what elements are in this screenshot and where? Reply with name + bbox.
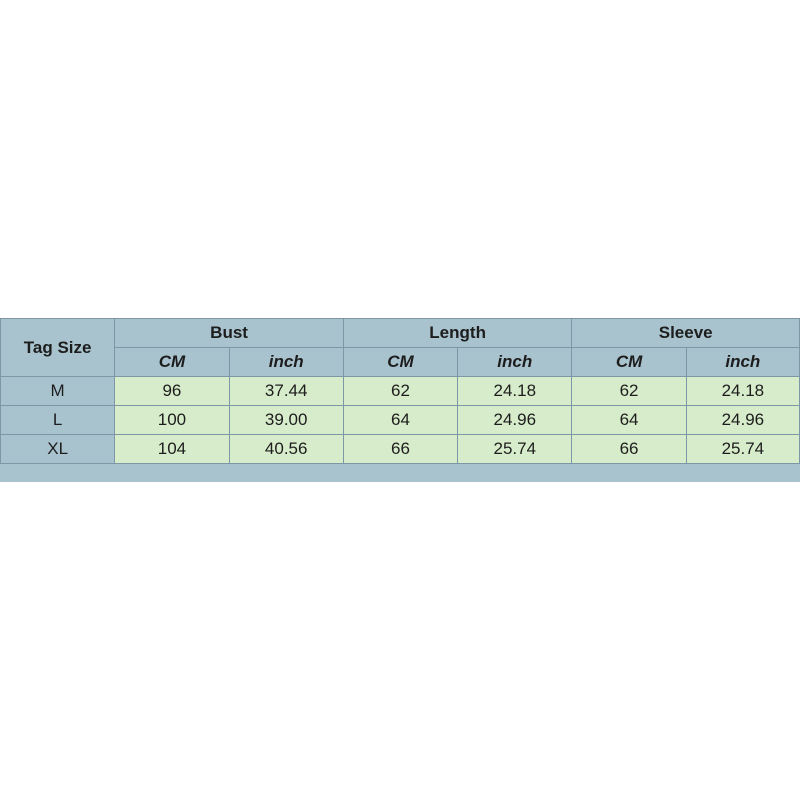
cell-l-length-inch: 24.96: [458, 406, 572, 435]
row-size-m: M: [1, 377, 115, 406]
header-unit-sleeve-cm: CM: [572, 348, 686, 377]
row-size-xl: XL: [1, 435, 115, 464]
header-unit-length-inch: inch: [458, 348, 572, 377]
table-row: [1, 406, 800, 435]
table-row: [1, 435, 800, 464]
header-unit-sleeve-inch: inch: [686, 348, 799, 377]
header-unit-length-cm: CM: [343, 348, 457, 377]
cell-l-length-cm: 64: [343, 406, 457, 435]
size-chart-table-wrapper: [0, 318, 800, 464]
cell-xl-bust-cm: 104: [115, 435, 229, 464]
header-group-length: Length: [343, 319, 572, 348]
cell-m-bust-inch: 37.44: [229, 377, 343, 406]
table-header-units: [1, 348, 800, 377]
cell-m-sleeve-inch: 24.18: [686, 377, 799, 406]
header-group-bust: Bust: [115, 319, 344, 348]
cell-xl-bust-inch: 40.56: [229, 435, 343, 464]
cell-xl-length-cm: 66: [343, 435, 457, 464]
cell-l-bust-inch: 39.00: [229, 406, 343, 435]
cell-l-sleeve-inch: 24.96: [686, 406, 799, 435]
header-unit-bust-inch: inch: [229, 348, 343, 377]
header-tag-size: Tag Size: [1, 319, 115, 377]
header-group-sleeve: Sleeve: [572, 319, 800, 348]
cell-m-sleeve-cm: 62: [572, 377, 686, 406]
header-unit-bust-cm: CM: [115, 348, 229, 377]
cell-xl-sleeve-cm: 66: [572, 435, 686, 464]
table-row: [1, 377, 800, 406]
table-header-groups: [1, 319, 800, 348]
cell-m-bust-cm: 96: [115, 377, 229, 406]
size-chart-table: [0, 318, 800, 464]
cell-m-length-inch: 24.18: [458, 377, 572, 406]
row-size-l: L: [1, 406, 115, 435]
cell-xl-sleeve-inch: 25.74: [686, 435, 799, 464]
cell-xl-length-inch: 25.74: [458, 435, 572, 464]
cell-l-bust-cm: 100: [115, 406, 229, 435]
cell-m-length-cm: 62: [343, 377, 457, 406]
cell-l-sleeve-cm: 64: [572, 406, 686, 435]
